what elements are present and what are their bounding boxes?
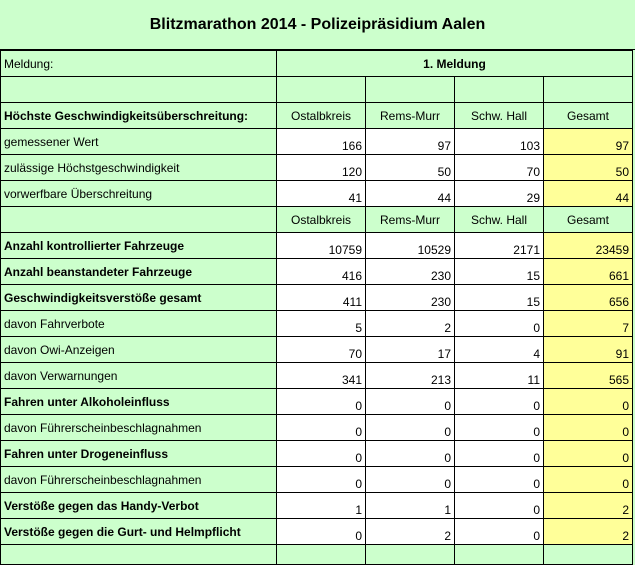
total-cell[interactable]: 44 [544, 181, 633, 207]
value-cell[interactable]: 15 [455, 259, 544, 285]
row-label[interactable]: Verstöße gegen die Gurt- und Helmpflicht [1, 519, 277, 545]
sheet-title: Blitzmarathon 2014 - Polizeipräsidium Aalen [0, 0, 635, 50]
meldung-row [1, 51, 633, 77]
column-header-gesamt[interactable]: Gesamt [544, 207, 633, 233]
blank-row [1, 77, 633, 103]
value-cell[interactable]: 41 [277, 181, 366, 207]
table-row [1, 363, 633, 389]
table-row [1, 415, 633, 441]
table-row [1, 441, 633, 467]
table-row [1, 285, 633, 311]
empty-cell[interactable] [544, 545, 633, 565]
meldung-value[interactable]: 1. Meldung [277, 51, 633, 77]
value-cell[interactable]: 0 [366, 415, 455, 441]
column-header-gesamt[interactable]: Gesamt [544, 103, 633, 129]
value-cell[interactable]: 97 [366, 129, 455, 155]
value-cell[interactable]: 10529 [366, 233, 455, 259]
table-row [1, 181, 633, 207]
table-row [1, 129, 633, 155]
row-label[interactable]: davon Führerscheinbeschlagnahmen [1, 467, 277, 493]
value-cell[interactable]: 103 [455, 129, 544, 155]
empty-cell[interactable] [544, 77, 633, 103]
column-header-rems-murr[interactable]: Rems-Murr [366, 207, 455, 233]
empty-cell[interactable] [1, 545, 277, 565]
total-cell[interactable]: 23459 [544, 233, 633, 259]
column-header-ostalbkreis[interactable]: Ostalbkreis [277, 207, 366, 233]
total-cell[interactable]: 656 [544, 285, 633, 311]
empty-cell[interactable] [1, 77, 277, 103]
value-cell[interactable]: 1 [277, 493, 366, 519]
total-cell[interactable]: 565 [544, 363, 633, 389]
value-cell[interactable]: 0 [366, 441, 455, 467]
row-label[interactable]: Verstöße gegen das Handy-Verbot [1, 493, 277, 519]
row-label[interactable]: Fahren unter Drogeneinfluss [1, 441, 277, 467]
value-cell[interactable]: 50 [366, 155, 455, 181]
value-cell[interactable]: 2 [366, 519, 455, 545]
total-cell[interactable]: 0 [544, 415, 633, 441]
row-label[interactable]: davon Fahrverbote [1, 311, 277, 337]
value-cell[interactable]: 0 [455, 389, 544, 415]
row-label[interactable]: davon Führerscheinbeschlagnahmen [1, 415, 277, 441]
value-cell[interactable]: 166 [277, 129, 366, 155]
value-cell[interactable]: 2171 [455, 233, 544, 259]
value-cell[interactable]: 44 [366, 181, 455, 207]
row-label[interactable]: gemessener Wert [1, 129, 277, 155]
total-cell[interactable]: 0 [544, 389, 633, 415]
value-cell[interactable]: 29 [455, 181, 544, 207]
value-cell[interactable]: 0 [455, 415, 544, 441]
table-row [1, 311, 633, 337]
row-label[interactable]: zulässige Höchstgeschwindigkeit [1, 155, 277, 181]
table-row [1, 519, 633, 545]
value-cell[interactable]: 0 [366, 467, 455, 493]
total-cell[interactable]: 0 [544, 467, 633, 493]
row-label[interactable]: davon Verwarnungen [1, 363, 277, 389]
total-cell[interactable]: 97 [544, 129, 633, 155]
value-cell[interactable]: 416 [277, 259, 366, 285]
value-cell[interactable]: 70 [455, 155, 544, 181]
value-cell[interactable]: 411 [277, 285, 366, 311]
value-cell[interactable]: 0 [455, 467, 544, 493]
value-cell[interactable]: 17 [366, 337, 455, 363]
empty-cell[interactable] [366, 77, 455, 103]
stats-body [1, 233, 633, 545]
table-row [1, 389, 633, 415]
value-cell[interactable]: 120 [277, 155, 366, 181]
header-row [1, 103, 633, 129]
table-row [1, 493, 633, 519]
value-cell[interactable]: 0 [277, 467, 366, 493]
total-cell[interactable]: 2 [544, 519, 633, 545]
value-cell[interactable]: 0 [455, 311, 544, 337]
empty-cell[interactable] [455, 545, 544, 565]
row-label[interactable]: Anzahl beanstandeter Fahrzeuge [1, 259, 277, 285]
value-cell[interactable]: 4 [455, 337, 544, 363]
blank-row [1, 545, 633, 565]
table-row [1, 259, 633, 285]
row-label[interactable]: Fahren unter Alkoholeinfluss [1, 389, 277, 415]
column-header-rems-murr[interactable]: Rems-Murr [366, 103, 455, 129]
row-label[interactable]: vorwerfbare Überschreitung [1, 181, 277, 207]
total-cell[interactable]: 7 [544, 311, 633, 337]
value-cell[interactable]: 230 [366, 285, 455, 311]
value-cell[interactable]: 0 [277, 519, 366, 545]
empty-cell[interactable] [455, 77, 544, 103]
empty-cell[interactable] [1, 207, 277, 233]
section-header[interactable]: Höchste Geschwindigkeitsüberschreitung: [1, 103, 277, 129]
column-header-schw-hall[interactable]: Schw. Hall [455, 103, 544, 129]
value-cell[interactable]: 0 [277, 389, 366, 415]
column-header-ostalbkreis[interactable]: Ostalbkreis [277, 103, 366, 129]
empty-cell[interactable] [366, 545, 455, 565]
value-cell[interactable]: 10759 [277, 233, 366, 259]
row-label[interactable]: Anzahl kontrollierter Fahrzeuge [1, 233, 277, 259]
total-cell[interactable]: 2 [544, 493, 633, 519]
row-label[interactable]: Geschwindigkeitsverstöße gesamt [1, 285, 277, 311]
value-cell[interactable]: 11 [455, 363, 544, 389]
header-row-2 [1, 207, 633, 233]
empty-cell[interactable] [277, 77, 366, 103]
value-cell[interactable]: 70 [277, 337, 366, 363]
data-table [0, 50, 633, 565]
table-row [1, 467, 633, 493]
value-cell[interactable]: 0 [455, 493, 544, 519]
empty-cell[interactable] [277, 545, 366, 565]
value-cell[interactable]: 213 [366, 363, 455, 389]
table-row [1, 233, 633, 259]
row-label[interactable]: davon Owi-Anzeigen [1, 337, 277, 363]
table-row [1, 337, 633, 363]
total-cell[interactable]: 661 [544, 259, 633, 285]
value-cell[interactable]: 230 [366, 259, 455, 285]
value-cell[interactable]: 0 [455, 441, 544, 467]
value-cell[interactable]: 0 [366, 389, 455, 415]
value-cell[interactable]: 1 [366, 493, 455, 519]
value-cell[interactable]: 341 [277, 363, 366, 389]
value-cell[interactable]: 2 [366, 311, 455, 337]
value-cell[interactable]: 0 [277, 415, 366, 441]
total-cell[interactable]: 0 [544, 441, 633, 467]
value-cell[interactable]: 0 [277, 441, 366, 467]
column-header-schw-hall[interactable]: Schw. Hall [455, 207, 544, 233]
value-cell[interactable]: 15 [455, 285, 544, 311]
total-cell[interactable]: 91 [544, 337, 633, 363]
meldung-label[interactable]: Meldung: [1, 51, 277, 77]
value-cell[interactable]: 0 [455, 519, 544, 545]
table-row [1, 155, 633, 181]
value-cell[interactable]: 5 [277, 311, 366, 337]
total-cell[interactable]: 50 [544, 155, 633, 181]
